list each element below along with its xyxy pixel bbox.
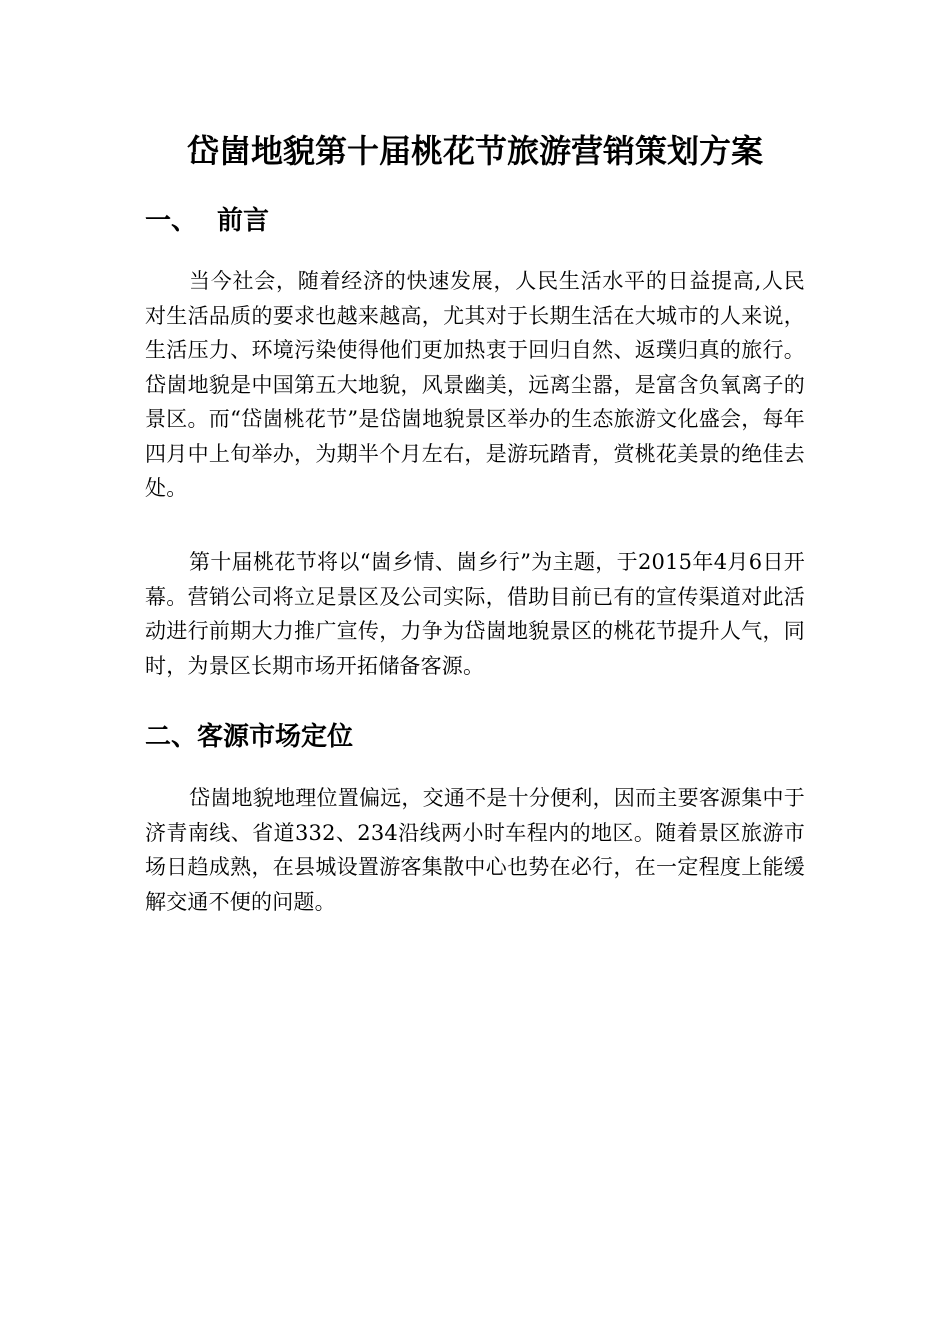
- section-number: 一、: [145, 206, 198, 236]
- paragraph-market-1: 岱崮地貌地理位置偏远，交通不是十分便利，因而主要客源集中于济青南线、省道332、234沿线两小时车程内的地区。随着景区旅游市场日趋成熟，在县城设置游客集散中心也势在必行，在一定程度上能缓解交通不便的问题。: [145, 786, 805, 914]
- section-title: 前言: [217, 206, 270, 236]
- section-heading-preface: [145, 203, 269, 239]
- section-heading-market: [145, 719, 353, 755]
- paragraph-preface-1: 当今社会，随着经济的快速发展，人民生活水平的日益提高,人民对生活品质的要求也越来越高，尤其对于长期生活在大城市的人来说，生活压力、环境污染使得他们更加热衷于回归自然、返璞归真的旅行。岱崮地貌是中国第五大地貌，风景幽美，远离尘嚣，是富含负氧离子的景区。而“岱崮桃花节”是岱崮地貌景区举办的生态旅游文化盛会，每年四月中上旬举办，为期半个月左右，是游玩踏青，赏桃花美景的绝佳去处。: [145, 269, 805, 500]
- section-number: 二、: [145, 722, 198, 752]
- paragraph-preface-2: 第十届桃花节将以“崮乡情、崮乡行”为主题，于2015年4月6日开幕。营销公司将立足景区及公司实际，借助目前已有的宣传渠道对此活动进行前期大力推广宣传，力争为岱崮地貌景区的桃花节提升人气，同时，为景区长期市场开拓储备客源。: [145, 550, 805, 678]
- section-title: 客源市场定位: [197, 722, 354, 752]
- document-title: 岱崮地貌第十届桃花节旅游营销策划方案: [186, 132, 763, 170]
